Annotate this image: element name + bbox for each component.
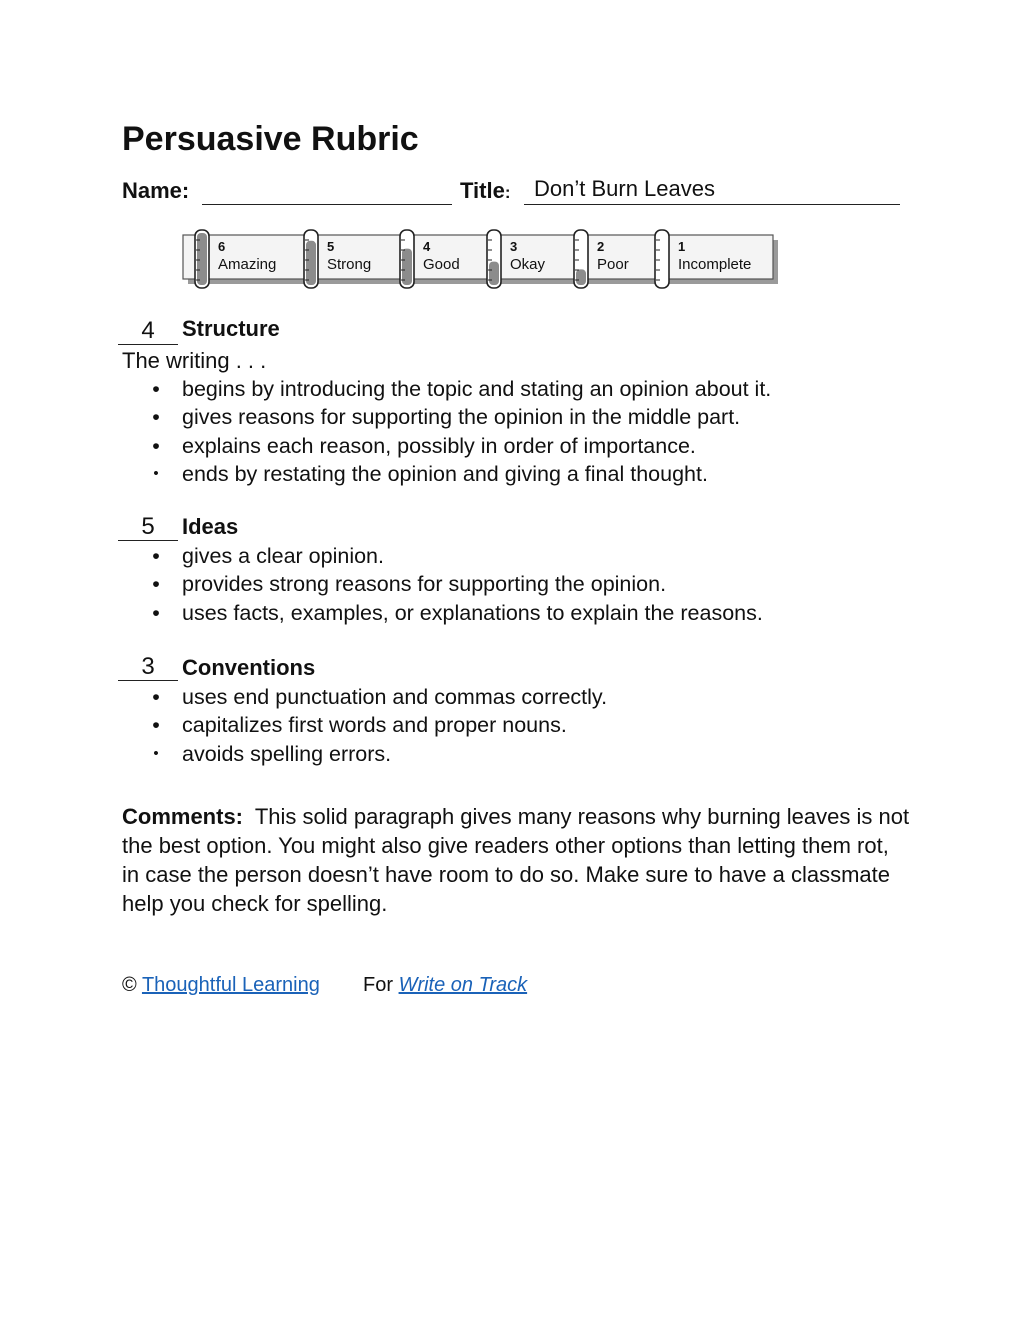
comments-paragraph	[122, 802, 912, 918]
scale-label: Poor	[597, 256, 629, 273]
bullet-icon: •	[152, 544, 160, 568]
list-item: • begins by introducing the topic and stating an opinion about it.	[150, 375, 771, 403]
publisher-link[interactable]: Thoughtful Learning	[141, 974, 320, 996]
list-item: • gives a clear opinion.	[150, 542, 763, 570]
conventions-heading: Conventions	[182, 655, 316, 680]
comments-label: Comments:	[122, 804, 244, 829]
book-link[interactable]: Write on Track	[398, 974, 528, 996]
page-title: Persuasive Rubric	[122, 120, 419, 158]
for-book: For Write on Track	[363, 974, 528, 996]
scale-label: Strong	[327, 256, 372, 273]
tube-fill	[197, 233, 207, 285]
name-field-line	[202, 204, 452, 205]
ideas-heading: Ideas	[182, 514, 239, 539]
bullet-icon: •	[153, 464, 159, 482]
scale-label: Incomplete	[678, 256, 752, 273]
comments-text: This solid paragraph gives many reasons why burning leaves is not the best option. You might also give readers other options than letting them rot, in case the person doesn’t have room to do so. Make sure to have a classmate help you check for spelling.	[122, 804, 910, 916]
scale-label: Amazing	[218, 256, 277, 273]
bullet-icon: •	[152, 600, 160, 625]
ideas-criteria-list	[150, 542, 763, 627]
conventions-criteria-list	[150, 683, 607, 768]
bullet-icon: •	[152, 713, 160, 738]
list-item: • uses facts, examples, or explanations to explain the reasons.	[150, 599, 763, 627]
title-label: Title:	[460, 178, 511, 203]
list-item: • uses end punctuation and commas correctly.	[150, 683, 607, 711]
list-item: • provides strong reasons for supporting the opinion.	[150, 570, 763, 598]
list-item: • gives reasons for supporting the opinion in the middle part.	[150, 403, 771, 431]
scale-number: 1	[678, 239, 686, 254]
scale-label: Okay	[510, 256, 546, 273]
list-item: • capitalizes first words and proper nouns.	[150, 711, 607, 739]
bullet-icon: •	[153, 744, 159, 762]
footer	[122, 974, 528, 997]
scale-number: 5	[327, 239, 335, 254]
bullet-icon: •	[152, 685, 160, 709]
bullet-icon: •	[152, 572, 160, 597]
title-value: Don’t Burn Leaves	[524, 176, 900, 205]
structure-score: 4	[118, 316, 178, 345]
structure-criteria-list	[150, 375, 771, 488]
scale-number: 6	[218, 239, 226, 254]
tube-fill	[576, 269, 586, 285]
structure-heading: Structure	[182, 316, 280, 341]
test-tube-icon	[655, 230, 669, 288]
bullet-icon: •	[152, 405, 160, 430]
bullet-icon: •	[152, 433, 160, 458]
name-label: Name:	[122, 178, 190, 203]
conventions-score: 3	[118, 652, 178, 681]
copyright-symbol: ©	[122, 974, 137, 996]
tube-fill	[489, 262, 499, 285]
scale-number: 3	[510, 239, 518, 254]
name-title-row	[122, 176, 902, 208]
list-item: • explains each reason, possibly in order of importance.	[150, 432, 771, 460]
list-item: • avoids spelling errors.	[150, 740, 607, 768]
tube-fill	[306, 241, 316, 285]
scale-number: 2	[597, 239, 605, 254]
ideas-score: 5	[118, 512, 178, 541]
bullet-icon: •	[152, 377, 160, 401]
scale-number: 4	[423, 239, 431, 254]
list-item: • ends by restating the opinion and giving a final thought.	[150, 460, 771, 488]
scale-label: Good	[423, 256, 460, 273]
structure-lead: The writing . . .	[122, 348, 267, 373]
rating-scale	[180, 226, 780, 292]
